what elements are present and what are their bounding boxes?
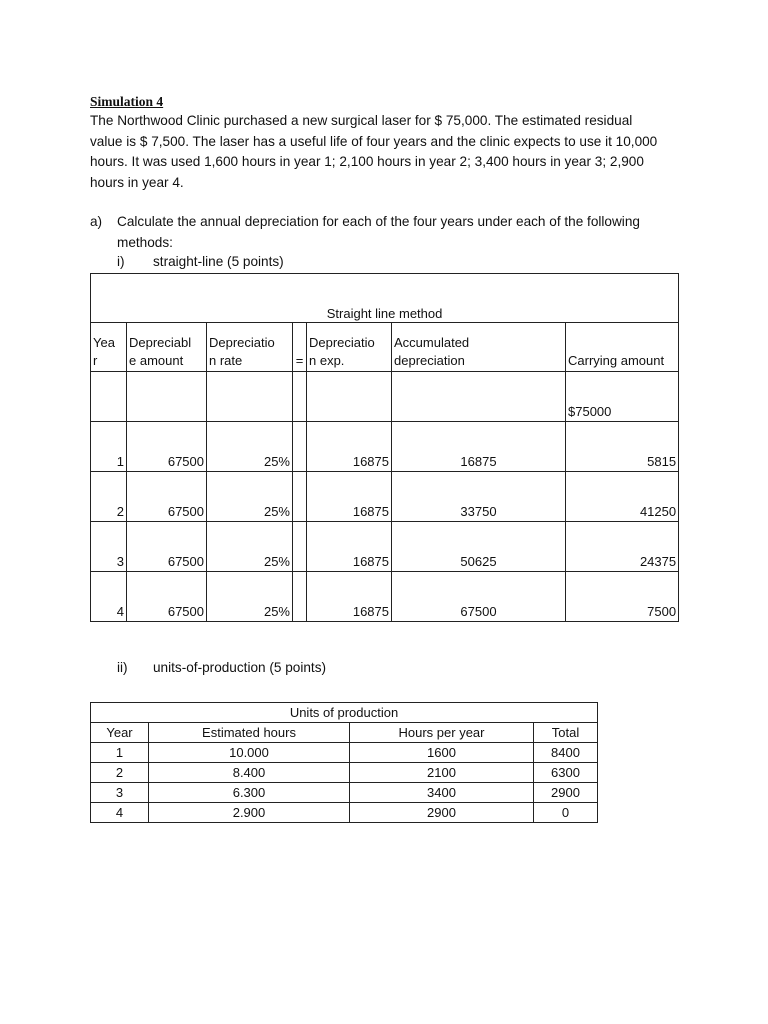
cell-estimated: 6.300: [149, 783, 350, 803]
table-header-row: [91, 723, 598, 743]
simulation-title: Simulation 4: [90, 94, 164, 109]
header-equals: =: [293, 323, 307, 372]
straight-line-title: Straight line method: [91, 274, 679, 323]
cell-amount: 67500: [127, 572, 207, 622]
table-row: [91, 783, 598, 803]
header-total: Total: [534, 723, 598, 743]
header-carrying-amount: Carrying amount: [566, 323, 679, 372]
header-estimated-hours: Estimated hours: [149, 723, 350, 743]
cell-hours: 1600: [350, 743, 534, 763]
cell-accumulated: 33750: [392, 472, 566, 522]
table-row: [91, 422, 679, 472]
table-row: [91, 572, 679, 622]
cell-year: 4: [91, 572, 127, 622]
question-a-text: [117, 212, 640, 253]
cell-hours: 2100: [350, 763, 534, 783]
cell-carrying: 41250: [566, 472, 679, 522]
cell-year: 2: [91, 472, 127, 522]
table-title-row: [91, 274, 679, 323]
cell-expense: 16875: [307, 522, 392, 572]
cell-amount: 67500: [127, 522, 207, 572]
cell-year: 2: [91, 763, 149, 783]
cell-rate: 25%: [207, 572, 293, 622]
header-depreciation-rate: Depreciatio n rate: [207, 323, 293, 372]
table-row: [91, 372, 679, 422]
units-of-production-table: [90, 702, 598, 823]
cell-rate: 25%: [207, 522, 293, 572]
initial-carrying-amount: $75000: [566, 372, 679, 422]
cell-amount: 67500: [127, 472, 207, 522]
part-ii-label: ii): [117, 660, 128, 675]
table-row: [91, 763, 598, 783]
cell-accumulated: 67500: [392, 572, 566, 622]
cell-accumulated: 50625: [392, 522, 566, 572]
units-production-title: Units of production: [91, 703, 598, 723]
cell-year: 4: [91, 803, 149, 823]
cell-year: 1: [91, 743, 149, 763]
cell-estimated: 10.000: [149, 743, 350, 763]
table-row: [91, 472, 679, 522]
cell-total: 8400: [534, 743, 598, 763]
cell-year: 1: [91, 422, 127, 472]
cell-estimated: 8.400: [149, 763, 350, 783]
header-hours-per-year: Hours per year: [350, 723, 534, 743]
problem-description: [90, 111, 675, 193]
cell-total: 6300: [534, 763, 598, 783]
cell-carrying: 7500: [566, 572, 679, 622]
cell-year: 3: [91, 522, 127, 572]
part-i-text: straight-line (5 points): [153, 254, 284, 269]
table-row: [91, 803, 598, 823]
cell-amount: 67500: [127, 422, 207, 472]
cell-accumulated: 16875: [392, 422, 566, 472]
cell-hours: 3400: [350, 783, 534, 803]
header-depreciable-amount: Depreciabl e amount: [127, 323, 207, 372]
cell-estimated: 2.900: [149, 803, 350, 823]
cell-rate: 25%: [207, 472, 293, 522]
question-a-label: a): [90, 214, 103, 229]
cell-hours: 2900: [350, 803, 534, 823]
cell-expense: 16875: [307, 472, 392, 522]
part-ii-text: units-of-production (5 points): [153, 660, 327, 675]
part-i-label: i): [117, 254, 125, 269]
description-line: The Northwood Clinic purchased a new surgical laser for $ 75,000. The estimated residual: [90, 113, 633, 128]
description-line: value is $ 7,500. The laser has a useful life of four years and the clinic expects to use it 10,000: [90, 133, 658, 149]
straight-line-table: [90, 273, 679, 622]
cell-total: 2900: [534, 783, 598, 803]
description-line: hours in year 4.: [90, 174, 184, 190]
table-header-row: [91, 323, 679, 372]
cell-expense: 16875: [307, 422, 392, 472]
cell-total: 0: [534, 803, 598, 823]
table-title-row: [91, 703, 598, 723]
question-line: methods:: [117, 234, 173, 250]
description-line: hours. It was used 1,600 hours in year 1; 2,100 hours in year 2; 3,400 hours in year 3; 2,900: [90, 154, 644, 169]
header-year: Yea r: [91, 323, 127, 372]
question-line: Calculate the annual depreciation for each of the four years under each of the following: [117, 214, 640, 229]
cell-year: 3: [91, 783, 149, 803]
table-row: [91, 522, 679, 572]
cell-carrying: 5815: [566, 422, 679, 472]
header-accumulated-depreciation: Accumulated depreciation: [392, 323, 566, 372]
header-depreciation-expense: Depreciatio n exp.: [307, 323, 392, 372]
cell-carrying: 24375: [566, 522, 679, 572]
cell-rate: 25%: [207, 422, 293, 472]
header-year: Year: [91, 723, 149, 743]
cell-expense: 16875: [307, 572, 392, 622]
table-row: [91, 743, 598, 763]
